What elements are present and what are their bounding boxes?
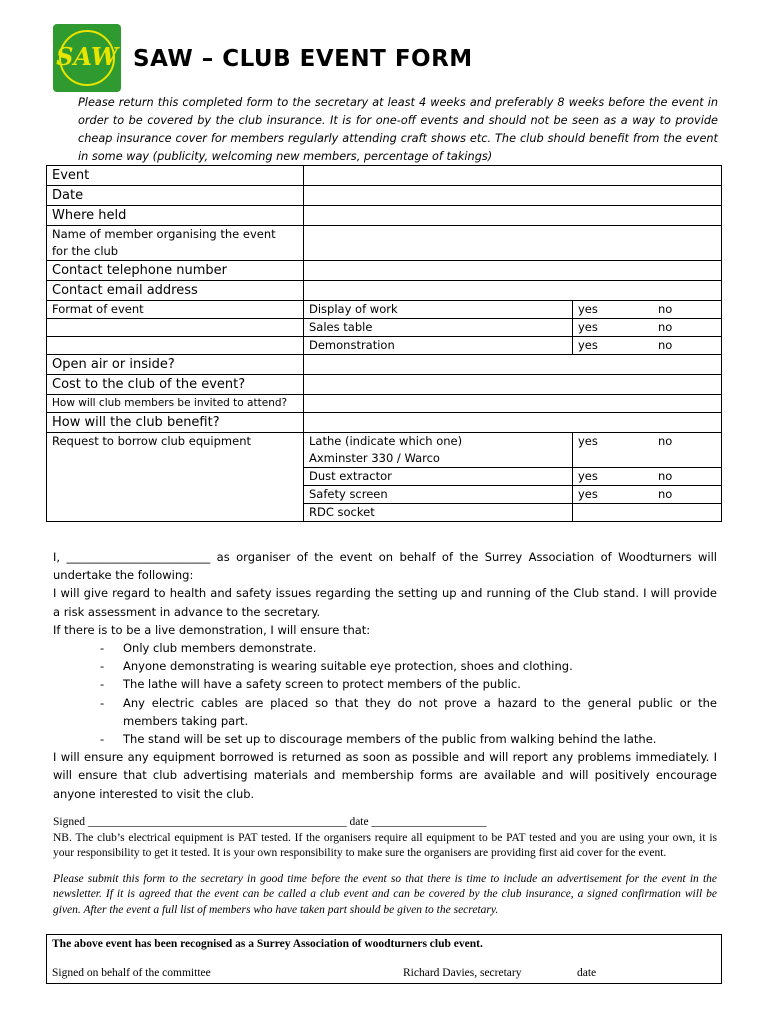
contact-phone-label: Contact telephone number [47, 261, 304, 281]
table-row [47, 206, 722, 226]
rdc-field [573, 504, 722, 522]
lathe-yes[interactable]: yes [573, 433, 654, 468]
dust-no[interactable]: no [653, 468, 722, 486]
organiser-label [47, 226, 304, 261]
recognised-statement: The above event has been recognised as a Surrey Association of woodturners club event. [52, 938, 483, 950]
table-row [47, 395, 722, 413]
list-dash: - [100, 732, 105, 747]
list-item-text: Anyone demonstrating is wearing suitable eye protection, shoes and clothing. [123, 659, 573, 674]
demonstration-no[interactable]: no [653, 337, 722, 355]
display-no[interactable]: no [653, 301, 722, 319]
form-title: SAW – CLUB EVENT FORM [133, 46, 473, 72]
lathe-line1: Lathe (indicate which one) [309, 434, 463, 448]
committee-date-label: date [577, 967, 597, 979]
list-item-text: Only club members demonstrate. [123, 641, 317, 656]
signature-notes [53, 815, 717, 918]
safety-no[interactable]: no [653, 486, 722, 504]
rdc-socket-label: RDC socket [304, 504, 573, 522]
logo-letters: SAW [56, 42, 118, 71]
lathe-label [304, 433, 573, 468]
event-label: Event [47, 166, 304, 186]
list-dash: - [100, 677, 105, 692]
demo-conditions-list [53, 639, 717, 748]
organiser-label-line2: for the club [52, 244, 119, 258]
organiser-field[interactable] [304, 226, 722, 261]
demonstration-label: Demonstration [304, 337, 573, 355]
sales-yes[interactable]: yes [573, 319, 654, 337]
saw-logo [53, 24, 121, 92]
equipment-text: I will ensure any equipment borrowed is returned as soon as possible and will report any problems immediately. I will ensure that club advertising materials and membership forms are available and will positively encourage anyone interested to visit the club. [53, 750, 717, 801]
safety-screen-label: Safety screen [304, 486, 573, 504]
invited-label: How will club members be invited to attend? [47, 395, 304, 413]
format-blank [47, 319, 304, 337]
format-label: Format of event [47, 301, 304, 319]
table-row [47, 337, 722, 355]
borrow-label: Request to borrow club equipment [47, 433, 304, 522]
display-of-work-label: Display of work [304, 301, 573, 319]
intro-paragraph: Please return this completed form to the secretary at least 4 weeks and preferably 8 weeks before the event in order to be covered by the club insurance. It is for one-off events and should not be seen as a way to provide cheap insurance cover for members regularly attending craft shows etc. The club should benefit from the event in some way (publicity, welcoming new members, percentage of takings) [78, 96, 718, 163]
list-item-text: The stand will be set up to discourage members of the public from walking behind the lathe. [123, 732, 657, 747]
table-row [47, 226, 722, 261]
table-row [47, 281, 722, 301]
date-field[interactable] [304, 186, 722, 206]
table-row [47, 355, 722, 375]
list-item [53, 675, 717, 693]
benefit-label: How will the club benefit? [47, 413, 304, 433]
list-item [53, 657, 717, 675]
undertaking-intro: I, _________________________ as organiser of the event on behalf of the Surrey Association of Woodturners will undertake the following: [53, 550, 717, 583]
list-item [53, 730, 717, 748]
lathe-line2: Axminster 330 / Warco [309, 451, 440, 465]
sales-table-label: Sales table [304, 319, 573, 337]
event-details-table [46, 165, 722, 522]
table-row [47, 166, 722, 186]
date-label: Date [47, 186, 304, 206]
cost-field[interactable] [304, 375, 722, 395]
contact-phone-field[interactable] [304, 261, 722, 281]
format-blank [47, 337, 304, 355]
secretary-name: Richard Davies, secretary [403, 967, 522, 979]
submit-note: Please submit this form to the secretary in good time before the event so that there is time to include an advertisement for the event in the newsletter. If it is agreed that the event can be called a club event and can be covered by the club insurance, a signed confirmation will be given. After the event a full list of members who have taken part should be given to the secretary. [53, 872, 717, 916]
table-row [47, 319, 722, 337]
cost-label: Cost to the club of the event? [47, 375, 304, 395]
safety-yes[interactable]: yes [573, 486, 654, 504]
dust-yes[interactable]: yes [573, 468, 654, 486]
table-row [47, 413, 722, 433]
contact-email-field[interactable] [304, 281, 722, 301]
lathe-no[interactable]: no [653, 433, 722, 468]
health-safety-text: I will give regard to health and safety issues regarding the setting up and running of the Club stand. I will provide a risk assessment in advance to the secretary. [53, 586, 717, 619]
contact-email-label: Contact email address [47, 281, 304, 301]
organiser-label-line1: Name of member organising the event [52, 227, 276, 241]
invited-field[interactable] [304, 395, 722, 413]
table-row [47, 261, 722, 281]
signed-line[interactable]: Signed _____________________________________________ date ____________________ [53, 816, 487, 828]
list-item [53, 694, 717, 730]
list-item-text: The lathe will have a safety screen to protect members of the public. [123, 677, 521, 692]
where-held-field[interactable] [304, 206, 722, 226]
table-row [47, 433, 722, 468]
table-row [47, 186, 722, 206]
open-air-label: Open air or inside? [47, 355, 304, 375]
list-dash: - [100, 641, 105, 656]
list-dash: - [100, 659, 105, 674]
benefit-field[interactable] [304, 413, 722, 433]
sales-no[interactable]: no [653, 319, 722, 337]
signed-behalf-label: Signed on behalf of the committee [52, 967, 211, 979]
table-row [47, 375, 722, 395]
table-row [47, 301, 722, 319]
live-demo-text: If there is to be a live demonstration, I will ensure that: [53, 622, 371, 637]
pat-note: NB. The club’s electrical equipment is PAT tested. If the organisers require all equipment to be PAT tested and you are using your own, it is your responsibility to get it tested. It is your own responsibility to make sure the organisers are providing first aid cover for the event. [53, 831, 717, 859]
list-item [53, 639, 717, 657]
committee-box [46, 934, 722, 984]
list-item-text: Any electric cables are placed so that they do not prove a hazard to the general public or the members taking part. [123, 695, 717, 728]
open-air-field[interactable] [304, 355, 722, 375]
display-yes[interactable]: yes [573, 301, 654, 319]
undertaking-text [53, 548, 717, 803]
list-dash: - [100, 695, 105, 710]
dust-extractor-label: Dust extractor [304, 468, 573, 486]
event-field[interactable] [304, 166, 722, 186]
where-held-label: Where held [47, 206, 304, 226]
demonstration-yes[interactable]: yes [573, 337, 654, 355]
